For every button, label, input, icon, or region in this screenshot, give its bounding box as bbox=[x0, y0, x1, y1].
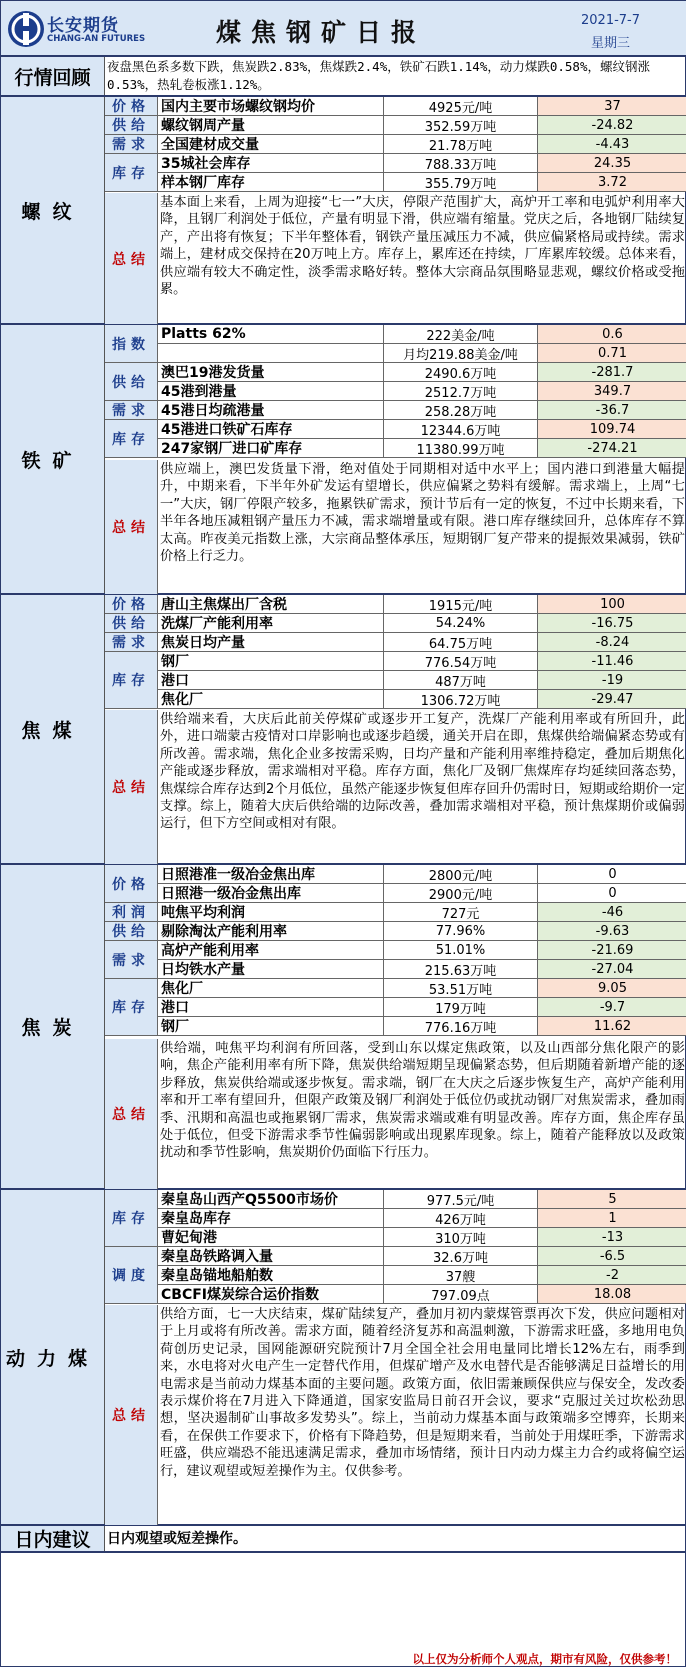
category-label: 库存 bbox=[105, 154, 158, 191]
indicator-value: 776.54万吨 bbox=[384, 652, 538, 670]
indicator-change: -19 bbox=[538, 671, 686, 689]
indicator-name: 45港到港量 bbox=[158, 382, 384, 400]
data-row bbox=[105, 652, 686, 671]
indicator-change: -46 bbox=[538, 903, 686, 921]
indicator-change: 1 bbox=[538, 1209, 686, 1227]
summary-block bbox=[105, 460, 686, 594]
indicator-value: 352.59万吨 bbox=[384, 116, 538, 134]
indicator-name: 高炉产能利用率 bbox=[158, 941, 384, 959]
intraday-suggestion-section bbox=[1, 1526, 686, 1553]
indicator-value: 776.16万吨 bbox=[384, 1017, 538, 1035]
indicator-name: 剔除淘汰产能利用率 bbox=[158, 922, 384, 940]
indicator-value: 977.5元/吨 bbox=[384, 1190, 538, 1208]
indicator-value: 310万吨 bbox=[384, 1228, 538, 1246]
indicator-value: 2900元/吨 bbox=[384, 884, 538, 902]
indicator-name: 35城社会库存 bbox=[158, 154, 384, 172]
data-row bbox=[105, 690, 686, 709]
data-row bbox=[105, 420, 686, 439]
indicator-change: -281.7 bbox=[538, 363, 686, 381]
indicator-change: -8.24 bbox=[538, 633, 686, 651]
indicator-value: 1915元/吨 bbox=[384, 595, 538, 613]
indicator-value: 32.6万吨 bbox=[384, 1247, 538, 1265]
category-label: 供给 bbox=[105, 116, 158, 134]
summary-block bbox=[105, 710, 686, 864]
data-row bbox=[105, 633, 686, 652]
data-row bbox=[105, 903, 686, 922]
indicator-value: 1306.72万吨 bbox=[384, 690, 538, 708]
coke-section bbox=[1, 865, 686, 1190]
indicator-value: 258.28万吨 bbox=[384, 401, 538, 419]
indicator-name: 钢厂 bbox=[158, 652, 384, 670]
indicator-change: -274.21 bbox=[538, 439, 686, 457]
indicator-value: 12344.6万吨 bbox=[384, 420, 538, 438]
indicator-change: -13 bbox=[538, 1228, 686, 1246]
indicator-value: 355.79万吨 bbox=[384, 173, 538, 191]
rebar-label: 螺纹 bbox=[1, 97, 105, 323]
category-label: 需求 bbox=[105, 941, 158, 978]
data-row bbox=[105, 941, 686, 960]
data-row bbox=[105, 116, 686, 135]
data-row bbox=[105, 135, 686, 154]
summary-label: 总结 bbox=[105, 710, 158, 864]
intraday-text: 日内观望或短差操作。 bbox=[107, 1531, 247, 1547]
indicator-value: 2512.7万吨 bbox=[384, 382, 538, 400]
indicator-value: 2800元/吨 bbox=[384, 865, 538, 883]
indicator-value: 426万吨 bbox=[384, 1209, 538, 1227]
indicator-value: 4925元/吨 bbox=[384, 97, 538, 115]
indicator-name: 247家钢厂进口矿库存 bbox=[158, 439, 384, 457]
indicator-change: 0 bbox=[538, 884, 686, 902]
summary-block bbox=[105, 193, 686, 324]
category-label: 供给 bbox=[105, 614, 158, 632]
indicator-change: -11.46 bbox=[538, 652, 686, 670]
data-row bbox=[105, 363, 686, 382]
market-review-section bbox=[1, 57, 686, 97]
indicator-name: 秦皇岛库存 bbox=[158, 1209, 384, 1227]
indicator-name: 日照港准一级冶金焦出库 bbox=[158, 865, 384, 883]
indicator-name: 日照港一级冶金焦出库 bbox=[158, 884, 384, 902]
category-label: 调度 bbox=[105, 1247, 158, 1303]
iron-ore-label: 铁矿 bbox=[1, 325, 105, 593]
category-label: 价格 bbox=[105, 595, 158, 613]
indicator-change: -29.47 bbox=[538, 690, 686, 708]
indicator-name: 国内主要市场螺纹钢均价 bbox=[158, 97, 384, 115]
indicator-change: 24.35 bbox=[538, 154, 686, 172]
data-row bbox=[105, 401, 686, 420]
indicator-name: Platts 62% bbox=[158, 325, 384, 343]
summary-label: 总结 bbox=[105, 1305, 158, 1525]
summary-text: 供给方面，七一大庆结束，煤矿陆续复产，叠加月初内蒙煤管票再次下发，供应问题相对于上月或将有所改善。需求方面，随着经济复苏和高温刺激，下游需求旺盛，多地用电负荷创历史记录，国网能源研究院预计7月全国全社会用电量同比增长12%左右，雨季到来，水电将对火电产生一定替代作用，但煤矿增产及水电替代是否能够满足日益增长的用电需求是当前动力煤基本面的主要问题。政策方面，依旧需兼顾保供应与保安全，发改委表示煤价将在7月进入下降通道，国家安监局日前召开会议，要求“克服过关过坎松劲思想，坚决遏制矿山事故多发势头”。综上，当前动力煤基本面与政策端多空博弈，长期来看，在保供工作要求下，价格有下降趋势，但是短期来看，当前处于用煤旺季，下游需求旺盛，供应端恐不能迅速满足需求，叠加市场情绪，预计日内动力煤主力合约或将偏空运行，建议观望或短差操作为主。仅供参考。 bbox=[160, 1307, 685, 1479]
indicator-change: 100 bbox=[538, 595, 686, 613]
summary-label: 总结 bbox=[105, 193, 158, 324]
indicator-name: 45港进口铁矿石库存 bbox=[158, 420, 384, 438]
indicator-name: 吨焦平均利润 bbox=[158, 903, 384, 921]
data-row bbox=[105, 865, 686, 884]
rebar-section bbox=[1, 97, 686, 325]
indicator-value: 月均219.88美金/吨 bbox=[384, 344, 538, 362]
indicator-change: -16.75 bbox=[538, 614, 686, 632]
indicator-change: 18.08 bbox=[538, 1285, 686, 1303]
indicator-change: 0.6 bbox=[538, 325, 686, 343]
summary-label: 总结 bbox=[105, 1039, 158, 1189]
summary-label: 总结 bbox=[105, 460, 158, 594]
data-row bbox=[105, 325, 686, 344]
market-review-label: 行情回顾 bbox=[1, 57, 105, 95]
data-row bbox=[105, 979, 686, 998]
indicator-name: 焦化厂 bbox=[158, 690, 384, 708]
indicator-name: 钢厂 bbox=[158, 1017, 384, 1035]
indicator-value: 222美金/吨 bbox=[384, 325, 538, 343]
indicator-change: -27.04 bbox=[538, 960, 686, 978]
summary-text: 供给端，吨焦平均利润有所回落，受到山东以煤定焦政策，以及山西部分焦化限产的影响，焦企产能利用率有所下降，焦炭供给端短期呈现偏紧态势，但后期随着新增产能的逐步释放，焦炭供给端或逐步恢复。需求端，钢厂在大庆之后逐步恢复生产，高炉产能利用率和开工率有望回升，但限产政策及钢厂利润处于低位仍或扰动钢厂对焦炭需求，叠加雨季、汛期和高温也或拖累钢厂需求，焦炭需求端或难有明显改善。库存方面，焦企库存虽处于低位，但受下游需求季节性偏弱影响或出现累库现象。综上，随着产能释放以及政策扰动和季节性影响，焦炭期价仍面临下行压力。 bbox=[160, 1041, 685, 1161]
indicator-change: 3.72 bbox=[538, 173, 686, 191]
iron-ore-section bbox=[1, 325, 686, 595]
report-header bbox=[1, 1, 686, 57]
indicator-value: 64.75万吨 bbox=[384, 633, 538, 651]
data-row bbox=[105, 344, 686, 363]
indicator-name: 45港日均疏港量 bbox=[158, 401, 384, 419]
data-row bbox=[105, 922, 686, 941]
thermal-coal-section bbox=[1, 1190, 686, 1526]
summary-block bbox=[105, 1305, 686, 1525]
indicator-name: 焦炭日均产量 bbox=[158, 633, 384, 651]
data-row bbox=[105, 1209, 686, 1228]
data-row bbox=[105, 1266, 686, 1285]
data-row bbox=[105, 1285, 686, 1304]
indicator-value: 797.09点 bbox=[384, 1285, 538, 1303]
report-date: 2021-7-7 bbox=[581, 13, 641, 28]
indicator-value: 54.24% bbox=[384, 614, 538, 632]
indicator-change: -21.69 bbox=[538, 941, 686, 959]
data-row bbox=[105, 1017, 686, 1036]
category-label: 库存 bbox=[105, 979, 158, 1035]
summary-text: 供给端来看，大庆后此前关停煤矿或逐步开工复产，洗煤厂产能利用率或有所回升，此外，进口端蒙古疫情对口岸影响也或逐步趋缓，通关开启在即，焦煤供给端偏紧态势或有所改善。需求端，焦化企业多按需采购，日均产量和产能利用率维持稳定，叠加后期焦化产能或逐步释放，需求端相对平稳。库存方面，焦化厂及钢厂焦煤库存均延续回落态势，焦煤综合库存达到2个月低位，虽然产能逐步恢复但库存回升仍需时日，短期或给期价一定支撑。综上，随着大庆后供给端的边际改善，叠加需求端相对平稳，预计焦煤期价或偏弱运行，但下方空间或相对有限。 bbox=[160, 712, 685, 832]
indicator-value: 37艘 bbox=[384, 1266, 538, 1284]
indicator-value: 2490.6万吨 bbox=[384, 363, 538, 381]
data-row bbox=[105, 382, 686, 401]
coke-label: 焦炭 bbox=[1, 865, 105, 1188]
data-row bbox=[105, 884, 686, 903]
data-row bbox=[105, 439, 686, 458]
indicator-value: 487万吨 bbox=[384, 671, 538, 689]
indicator-change: 9.05 bbox=[538, 979, 686, 997]
category-label: 需求 bbox=[105, 633, 158, 651]
indicator-value: 788.33万吨 bbox=[384, 154, 538, 172]
category-label: 库存 bbox=[105, 420, 158, 457]
indicator-change: -24.82 bbox=[538, 116, 686, 134]
indicator-value: 53.51万吨 bbox=[384, 979, 538, 997]
data-row bbox=[105, 960, 686, 979]
indicator-change: -36.7 bbox=[538, 401, 686, 419]
data-row bbox=[105, 1228, 686, 1247]
data-row bbox=[105, 595, 686, 614]
indicator-change: 0.71 bbox=[538, 344, 686, 362]
indicator-name: 洗煤厂产能利用率 bbox=[158, 614, 384, 632]
category-label: 指数 bbox=[105, 325, 158, 362]
disclaimer-text: 以上仅为分析师个人观点，期市有风险，仅供参考！ bbox=[412, 1652, 677, 1666]
category-label: 价格 bbox=[105, 865, 158, 902]
coking-coal-label: 焦煤 bbox=[1, 595, 105, 863]
data-row bbox=[105, 173, 686, 192]
market-review-text: 夜盘黑色系多数下跌，焦炭跌2.83%，焦煤跌2.4%，铁矿石跌1.14%，动力煤跌0.58%，螺纹钢涨0.53%，热轧卷板涨1.12%。 bbox=[107, 59, 650, 92]
data-row bbox=[105, 97, 686, 116]
indicator-name: 秦皇岛山西产Q5500市场价 bbox=[158, 1190, 384, 1208]
category-label: 价格 bbox=[105, 97, 158, 115]
indicator-change: 5 bbox=[538, 1190, 686, 1208]
footer bbox=[1, 1649, 686, 1667]
report-weekday: 星期三 bbox=[591, 36, 631, 51]
indicator-value: 215.63万吨 bbox=[384, 960, 538, 978]
indicator-name: 秦皇岛锚地船舶数 bbox=[158, 1266, 384, 1284]
indicator-change: -2 bbox=[538, 1266, 686, 1284]
indicator-change: 349.7 bbox=[538, 382, 686, 400]
data-row bbox=[105, 1247, 686, 1266]
company-name-cn: 长安期货 bbox=[47, 16, 119, 36]
indicator-name: 曹妃甸港 bbox=[158, 1228, 384, 1246]
indicator-name: 全国建材成交量 bbox=[158, 135, 384, 153]
intraday-label: 日内建议 bbox=[1, 1526, 105, 1551]
category-label: 供给 bbox=[105, 922, 158, 940]
indicator-value: 179万吨 bbox=[384, 998, 538, 1016]
indicator-name: 港口 bbox=[158, 671, 384, 689]
report-title: 煤焦钢矿日报 bbox=[215, 18, 426, 47]
category-label: 供给 bbox=[105, 363, 158, 400]
changan-logo-icon bbox=[6, 9, 46, 49]
indicator-change: -4.43 bbox=[538, 135, 686, 153]
indicator-value: 77.96% bbox=[384, 922, 538, 940]
indicator-name: 焦化厂 bbox=[158, 979, 384, 997]
summary-block bbox=[105, 1039, 686, 1189]
summary-text: 基本面上来看，上周为迎接“七一”大庆，停限产范围扩大，高炉开工率和电弧炉利用率大降，且钢厂利润处于低位，产量有明显下滑，供应端有缩量。党庆之后，各地钢厂陆续复产，产出将有恢复；下半年整体看，钢铁产量压减压力不减，供应偏紧格局或持续。需求端上，建材成交保持在20万吨上方。库存上，累库还在持续，厂库累库较缓。总体来看，供应端有较大不确定性，淡季需求略好转。整体大宗商品氛围略显悲观，螺纹价格或受拖累。 bbox=[160, 195, 685, 298]
data-row bbox=[105, 671, 686, 690]
indicator-change: 109.74 bbox=[538, 420, 686, 438]
summary-text: 供应端上，澳巴发货量下滑，绝对值处于同期相对适中水平上；国内港口到港量大幅提升，中期来看，下半年外矿发运有望增长，供应偏紧之势料有缓解。需求端上，上周“七一”大庆，钢厂停限产较多，拖累铁矿需求，预计节后有一定的恢复，不过中长期来看，下半年各地压减粗钢产量压力不减，需求端增量或有限。港口库存继续回升，总体库存不算太高。昨夜美元指数上涨，大宗商品整体承压，短期钢厂复产带来的提振效果减弱，铁矿价格上行乏力。 bbox=[160, 462, 685, 565]
indicator-name: 唐山主焦煤出厂含税 bbox=[158, 595, 384, 613]
indicator-name: 螺纹钢周产量 bbox=[158, 116, 384, 134]
indicator-name: 港口 bbox=[158, 998, 384, 1016]
company-name-en: CHANG-AN FUTURES bbox=[47, 34, 146, 44]
category-label: 库存 bbox=[105, 1190, 158, 1246]
category-label: 需求 bbox=[105, 401, 158, 419]
indicator-change: -9.63 bbox=[538, 922, 686, 940]
indicator-name bbox=[158, 344, 384, 362]
indicator-change: 11.62 bbox=[538, 1017, 686, 1035]
indicator-value: 51.01% bbox=[384, 941, 538, 959]
data-row bbox=[105, 154, 686, 173]
indicator-change: 0 bbox=[538, 865, 686, 883]
category-label: 库存 bbox=[105, 652, 158, 708]
indicator-value: 21.78万吨 bbox=[384, 135, 538, 153]
indicator-change: -6.5 bbox=[538, 1247, 686, 1265]
data-row bbox=[105, 614, 686, 633]
indicator-name: CBCFI煤炭综合运价指数 bbox=[158, 1285, 384, 1303]
indicator-name: 样本钢厂库存 bbox=[158, 173, 384, 191]
indicator-value: 727元 bbox=[384, 903, 538, 921]
category-label: 利润 bbox=[105, 903, 158, 921]
indicator-value: 11380.99万吨 bbox=[384, 439, 538, 457]
indicator-name: 日均铁水产量 bbox=[158, 960, 384, 978]
indicator-change: 37 bbox=[538, 97, 686, 115]
indicator-name: 澳巴19港发货量 bbox=[158, 363, 384, 381]
indicator-name: 秦皇岛铁路调入量 bbox=[158, 1247, 384, 1265]
thermal-coal-label: 动力煤 bbox=[1, 1190, 105, 1524]
category-label: 需求 bbox=[105, 135, 158, 153]
indicator-change: -9.7 bbox=[538, 998, 686, 1016]
data-row bbox=[105, 998, 686, 1017]
data-row bbox=[105, 1190, 686, 1209]
coking-coal-section bbox=[1, 595, 686, 865]
